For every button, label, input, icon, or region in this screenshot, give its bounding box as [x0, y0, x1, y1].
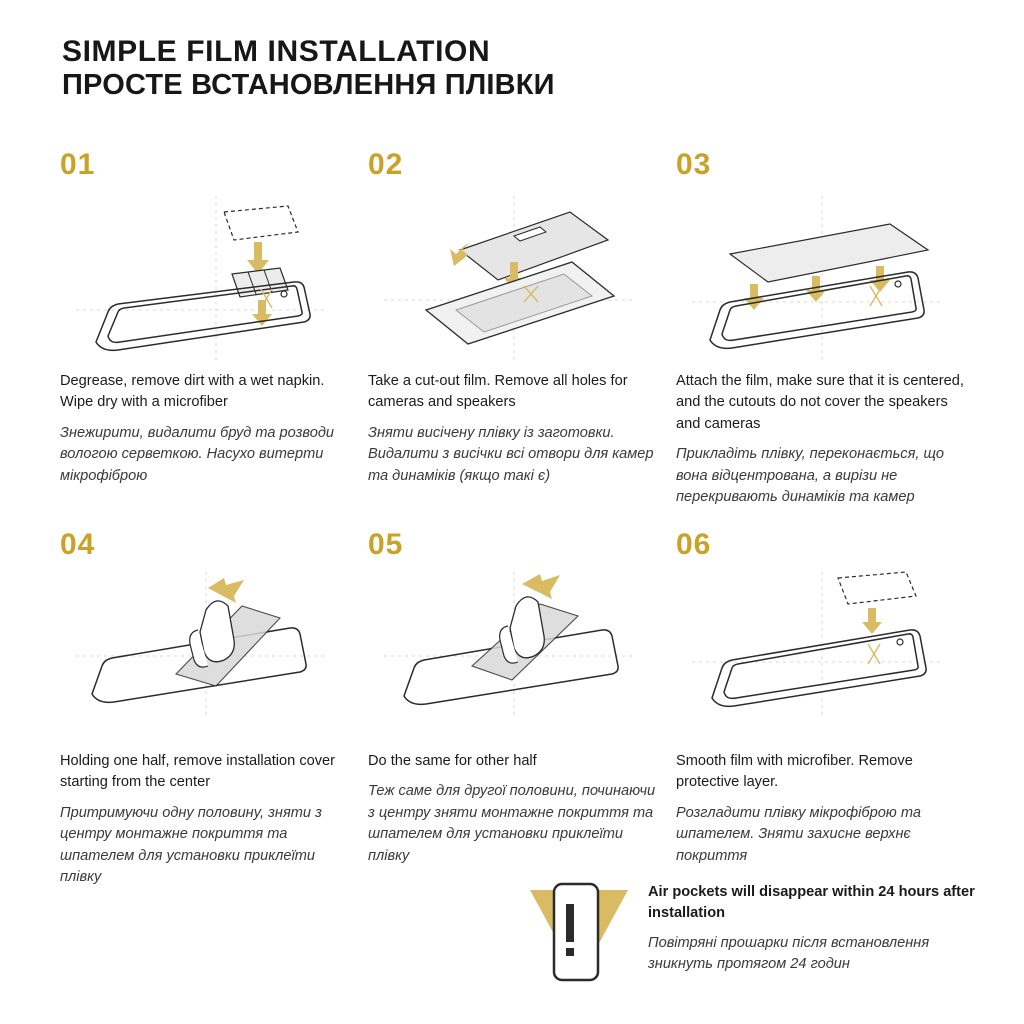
step-card-01 [56, 150, 356, 509]
step-text-uk-01: Знежирити, видалити бруд та розводи вологою серветкою. Насухо витерти мікрофіброю [60, 424, 335, 484]
warning-exclamation-icon [520, 876, 638, 988]
step-number-01: 01 [60, 148, 96, 181]
step-card-06 [672, 530, 972, 889]
remove-cover-one-half-illustration [56, 570, 346, 745]
step-number-04: 04 [60, 528, 96, 561]
step-text-en-04: Holding one half, remove installation cover starting from the center [60, 753, 336, 791]
step-card-05 [364, 530, 664, 889]
napkin-wipe-phone-illustration [56, 190, 346, 365]
step-text-en-03: Attach the film, make sure that it is centered, and the cutouts do not cover the speakers and cameras [676, 373, 964, 432]
align-film-on-phone-illustration [672, 190, 962, 365]
step-text-uk-04: Притримуючи одну половину, зняти з центру монтажне покриття та шпателем для установки приклеїти плівку [60, 804, 322, 886]
step-text-uk-05: Теж саме для другої половини, починаючи з центру зняти монтажне покриття та шпателем для установки приклеїти плівку [368, 783, 656, 864]
step-card-03 [672, 150, 972, 509]
step-text-en-06: Smooth film with microfiber. Remove protective layer. [676, 753, 913, 791]
step-text-en-02: Take a cut-out film. Remove all holes for cameras and speakers [368, 373, 628, 411]
page-title-en: SIMPLE FILM INSTALLATION [62, 35, 491, 68]
footer-note [520, 876, 980, 988]
step-text-en-05: Do the same for other half [368, 753, 537, 769]
step-text-uk-02: Зняти висічену плівку із заготовки. Видалити з висічки всі отвори для камер та динаміків (якщо такі є) [368, 424, 654, 484]
smooth-and-peel-top-layer-illustration [672, 570, 962, 745]
step-number-05: 05 [368, 528, 404, 561]
steps-grid [56, 150, 972, 509]
step-number-02: 02 [368, 148, 404, 181]
step-card-04 [56, 530, 356, 889]
repeat-other-half-illustration [364, 570, 654, 745]
page-title-uk: ПРОСТЕ ВСТАНОВЛЕННЯ ПЛІВКИ [62, 68, 555, 101]
step-card-02 [364, 150, 664, 509]
step-text-uk-06: Розгладити плівку мікрофіброю та шпателем. Зняти захисне верхнє покриття [676, 804, 921, 864]
poster-header [62, 36, 822, 101]
cutout-film-peel-illustration [364, 190, 654, 365]
step-text-en-01: Degrease, remove dirt with a wet napkin. Wipe dry with a microfiber [60, 373, 325, 411]
footer-text-en: Air pockets will disappear within 24 hours after installation [648, 884, 975, 922]
steps-grid-row-2 [56, 510, 972, 889]
step-text-uk-03: Прикладіть плівку, переконається, що вона відцентрована, а вирізи не перекривають динаміків та камер [676, 446, 945, 506]
footer-text-block [648, 876, 980, 976]
step-number-03: 03 [676, 148, 712, 181]
step-number-06: 06 [676, 528, 712, 561]
footer-text-uk: Повітряні прошарки після встановлення зникнуть протягом 24 годин [648, 935, 930, 973]
